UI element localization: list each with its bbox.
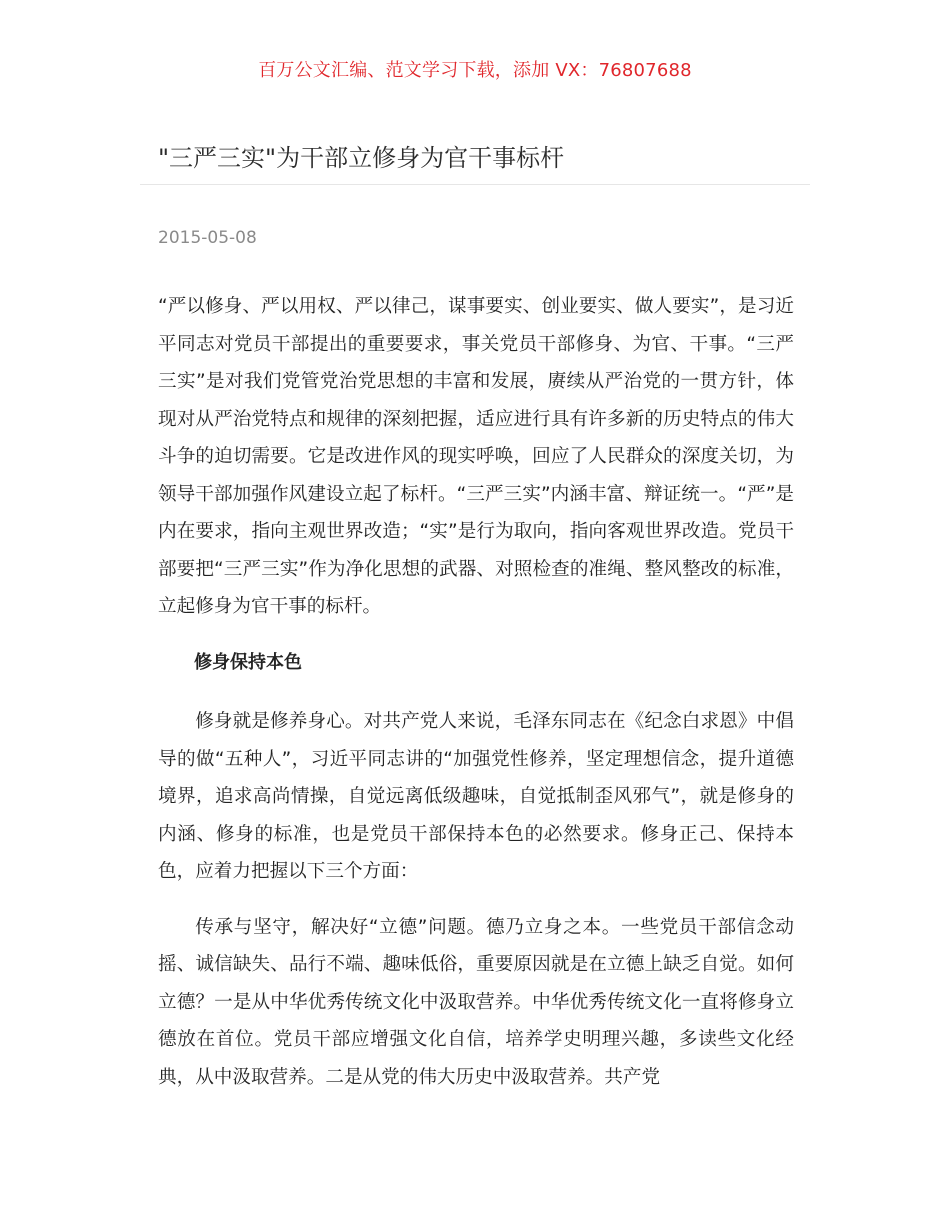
body-paragraph: 传承与坚守，解决好“立德”问题。德乃立身之本。一些党员干部信念动摇、诚信缺失、品行不端、趣味低俗，重要原因就是在立德上缺乏自觉。如何立德？一是从中华优秀传统文化中汲取营养。中华优秀传统文化一直将修身立德放在首位。党员干部应增强文化自信，培养学史明理兴趣，多读些文化经典，从中汲取营养。二是从党的伟大历史中汲取营养。共产党	[158, 916, 794, 1088]
intro-paragraph: “严以修身、严以用权、严以律己，谋事要实、创业要实、做人要实”，是习近平同志对党员干部提出的重要要求，事关党员干部修身、为官、干事。“三严三实”是对我们党管党治党思想的丰富和发展，赓续从严治党的一贯方针，体现对从严治党特点和规律的深刻把握，适应进行具有许多新的历史特点的伟大斗争的迫切需要。它是改进作风的现实呼唤，回应了人民群众的深度关切，为领导干部加强作风建设立起了标杆。“三严三实”内涵丰富、辩证统一。“严”是内在要求，指向主观世界改造；“实”是行为取向，指向客观世界改造。党员干部要把“三严三实”作为净化思想的武器、对照检查的准绳、整风整改的标准，立起修身为官干事的标杆。	[158, 296, 794, 617]
article-body	[158, 288, 794, 1114]
article-title: "三严三实"为干部立修身为官干事标杆	[158, 144, 565, 172]
publish-date: 2015-05-08	[158, 228, 257, 248]
promo-banner: 百万公文汇编、范文学习下载，添加 VX：76807688	[258, 60, 692, 81]
section-heading: 修身保持本色	[194, 651, 302, 673]
title-divider	[140, 184, 810, 185]
body-paragraph: 修身就是修养身心。对共产党人来说，毛泽东同志在《纪念白求恩》中倡导的做“五种人”，习近平同志讲的“加强党性修养，坚定理想信念，提升道德境界，追求高尚情操，自觉远离低级趣味，自觉抵制歪风邪气”，就是修身的内涵、修身的标准，也是党员干部保持本色的必然要求。修身正己、保持本色，应着力把握以下三个方面：	[158, 711, 794, 882]
